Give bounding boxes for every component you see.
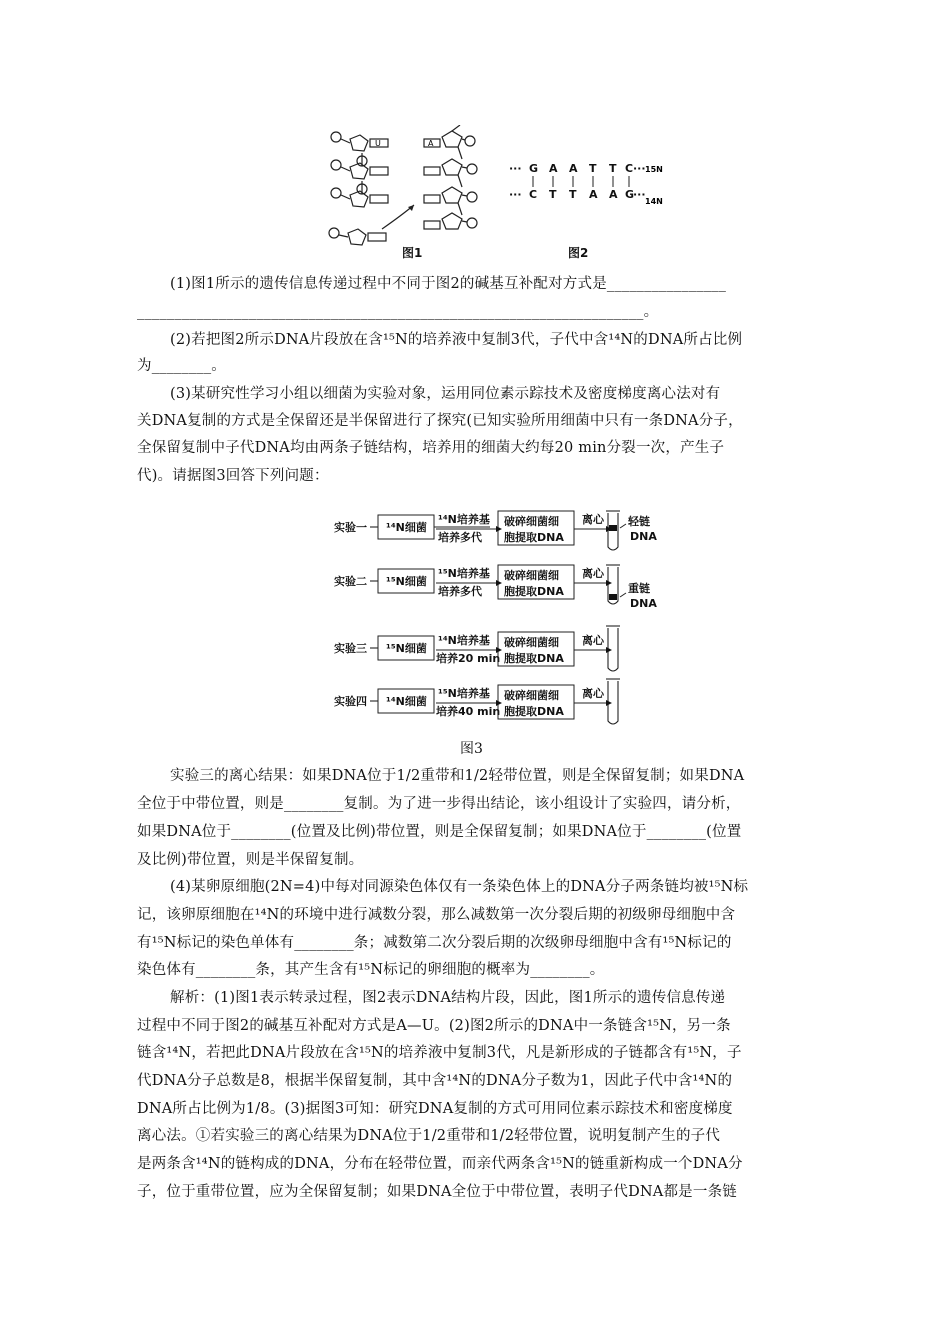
centrifuge-label: 离心: [582, 567, 604, 580]
medium-duration: 培养多代: [438, 585, 482, 598]
result-label-2: DNA: [630, 597, 657, 610]
exp-line-d: 及比例)带位置，则是半保留复制。: [137, 852, 364, 868]
fig2-top-dots-right: ···: [633, 162, 646, 175]
q4-line-d: 染色体有________条，其产生含有¹⁵N标记的卵细胞的概率为________。: [137, 962, 605, 978]
solution-line-e: DNA所占比例为1/8。(3)据图3可知：研究DNA复制的方式可用同位素示踪技术和密度梯度: [137, 1101, 733, 1117]
exp-label: 实验三: [334, 642, 367, 655]
solution-line-d: 代DNA分子总数是8，根据半保留复制，其中含¹⁴N的DNA分子数为1，因此子代中含¹⁴N的: [137, 1073, 733, 1089]
bacteria-label: ¹⁴N细菌: [386, 521, 427, 534]
solution-line-b: 过程中不同于图2的碱基互补配对方式是A—U。(2)图2所示的DNA中一条链含¹⁵N，另一条: [137, 1018, 731, 1034]
fig2-top-base: A: [569, 162, 578, 175]
bacteria-label: ¹⁵N细菌: [386, 642, 427, 655]
exp-label: 实验四: [334, 695, 367, 708]
q1-line-a: (1)图1所示的遗传信息传递过程中不同于图2的碱基互补配对方式是________________: [170, 276, 727, 292]
exp-line-a: 实验三的离心结果：如果DNA位于1/2重带和1/2轻带位置，则是全保留复制；如果DNA: [170, 768, 745, 784]
figure-2-caption: 图2: [568, 246, 589, 260]
light-band: [609, 525, 617, 531]
q4-line-a: (4)某卵原细胞(2N=4)中每对同源染色体仅有一条染色体上的DNA分子两条链均被¹⁵N标: [170, 879, 749, 895]
process-box-2: 胞提取DNA: [504, 585, 564, 598]
fig2-bottom-base-g: G: [625, 188, 635, 201]
fig2-bottom-label: 14N: [645, 197, 663, 206]
q2-line-a: (2)若把图2所示DNA片段放在含¹⁵N的培养液中复制3代，子代中含¹⁴N的DNA所占比例: [170, 332, 743, 348]
fig2-top-base-c: C: [625, 162, 634, 175]
q2-line-b: 为________。: [137, 358, 226, 374]
solution-line-a: 解析：(1)图1表示转录过程，图2表示DNA结构片段，因此，图1所示的遗传信息传递: [170, 990, 726, 1006]
medium-label: ¹⁴N培养基: [438, 634, 490, 647]
fig2-bottom-base: A: [589, 188, 598, 201]
medium-duration: 培养40 min: [436, 705, 501, 718]
solution-line-c: 链含¹⁴N，若把此DNA片段放在含¹⁵N的培养液中复制3代，凡是新形成的子链都含有¹⁵N，子: [137, 1045, 742, 1061]
solution-line-f: 离心法。①若实验三的离心结果为DNA位于1/2重带和1/2轻带位置，说明复制产生的子代: [137, 1128, 721, 1144]
figure-1-caption: 图1: [402, 246, 423, 260]
heavy-band: [609, 594, 617, 600]
process-box-2: 胞提取DNA: [504, 652, 564, 665]
q3-line-d: 代)。请据图3回答下列问题：: [137, 468, 329, 484]
fig2-bottom-dots-right: ···: [633, 188, 646, 201]
result-label-2: DNA: [630, 530, 657, 543]
fig2-bottom-base: A: [609, 188, 618, 201]
medium-duration: 培养20 min: [436, 652, 501, 665]
process-box: 破碎细菌细: [504, 569, 559, 582]
q4-line-b: 记，该卵原细胞在¹⁴N的环境中进行减数分裂，那么减数第一次分裂后期的初级卵母细胞中含: [137, 907, 736, 923]
fig2-top-base: A: [549, 162, 558, 175]
fig2-bottom-base: T: [549, 188, 557, 201]
process-box: 破碎细菌细: [504, 515, 559, 528]
solution-line-g: 是两条含¹⁴N的链构成的DNA，分布在轻带位置，而亲代两条含¹⁵N的链重新构成一个DNA分: [137, 1156, 743, 1172]
bacteria-label: ¹⁵N细菌: [386, 575, 427, 588]
figure-1-transcription-diagram: [322, 125, 492, 260]
centrifuge-label: 离心: [582, 687, 604, 700]
process-box-2: 胞提取DNA: [504, 705, 564, 718]
exp-label: 实验二: [334, 575, 367, 588]
process-box: 破碎细菌细: [504, 689, 559, 702]
fig2-bottom-base-c: C: [529, 188, 538, 201]
medium-duration: 培养多代: [438, 531, 482, 544]
arrow-head: [408, 205, 414, 211]
q3-line-a: (3)某研究性学习小组以细菌为实验对象，运用同位素示踪技术及密度梯度离心法对有: [170, 386, 721, 402]
result-label: 轻链: [628, 515, 650, 528]
centrifuge-label: 离心: [582, 634, 604, 647]
result-label: 重链: [628, 582, 650, 595]
fig1-letter-u: U: [375, 139, 381, 148]
fig2-top-base-g: G: [529, 162, 539, 175]
q1-line-b: ____________________________________________________________________。: [137, 304, 659, 320]
medium-label: ¹⁵N培养基: [438, 687, 490, 700]
medium-label: ¹⁴N培养基: [438, 513, 490, 526]
exp-label: 实验一: [334, 521, 367, 534]
fig2-top-base: T: [589, 162, 597, 175]
figure-2-dna-segment: [505, 160, 665, 210]
exp-line-c: 如果DNA位于________(位置及比例)带位置，则是全保留复制；如果DNA位于________(位置: [137, 824, 742, 840]
figure-3-caption: 图3: [460, 741, 483, 757]
fig2-top-dots: ···: [509, 162, 522, 175]
centrifuge-label: 离心: [582, 513, 604, 526]
fig2-top-label: 15N: [645, 165, 663, 174]
fig2-bottom-dots: ···: [509, 188, 522, 201]
bacteria-label: ¹⁴N细菌: [386, 695, 427, 708]
q3-line-b: 关DNA复制的方式是全保留还是半保留进行了探究(已知实验所用细菌中只有一条DNA分子，: [137, 413, 743, 429]
fig2-bottom-base: T: [569, 188, 577, 201]
process-box: 破碎细菌细: [504, 636, 559, 649]
figure-3-experiment-flowchart: [330, 505, 670, 730]
q4-line-c: 有¹⁵N标记的染色单体有________条；减数第二次分裂后期的次级卵母细胞中含有¹⁵N标记的: [137, 935, 732, 951]
medium-label: ¹⁵N培养基: [438, 567, 490, 580]
fig1-letter-a: A: [428, 139, 434, 148]
process-box-2: 胞提取DNA: [504, 531, 564, 544]
fig2-top-base: T: [609, 162, 617, 175]
q3-line-c: 全保留复制中子代DNA均由两条子链结构，培养用的细菌大约每20 min分裂一次，产生子: [137, 440, 725, 456]
solution-line-h: 子，位于重带位置，应为全保留复制；如果DNA全位于中带位置，表明子代DNA都是一条链: [137, 1184, 737, 1200]
exp-line-b: 全位于中带位置，则是________复制。为了进一步得出结论，该小组设计了实验四，请分析，: [137, 796, 741, 812]
